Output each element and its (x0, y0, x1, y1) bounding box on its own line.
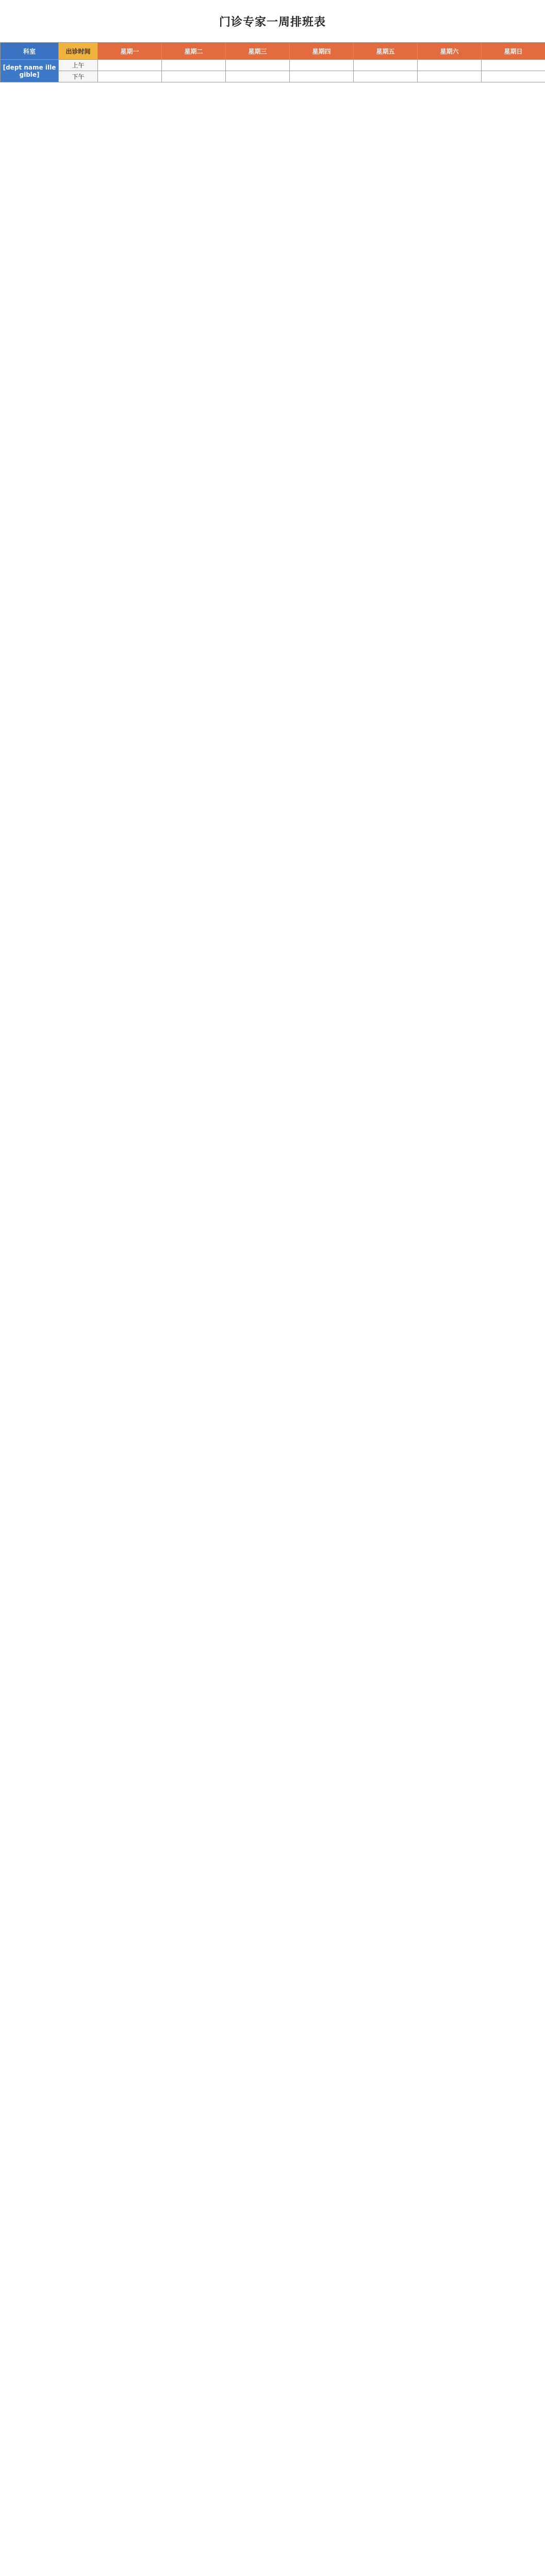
header-thursday: 星期四 (290, 43, 354, 60)
header-sunday: 星期日 (482, 43, 545, 60)
header-monday: 星期一 (98, 43, 162, 60)
page-title: 门诊专家一周排班表 (219, 15, 326, 29)
header-time: 出诊时间 (59, 43, 98, 60)
doctor-cell (290, 60, 354, 71)
table-row (1, 60, 545, 71)
doctor-cell (290, 71, 354, 82)
doctor-cell (226, 60, 290, 71)
schedule-table (0, 42, 545, 82)
doctor-cell (162, 60, 226, 71)
schedule-body (1, 60, 545, 82)
doctor-cell (162, 71, 226, 82)
header-dept: 科室 (1, 43, 59, 60)
doctor-cell (98, 60, 162, 71)
header-saturday: 星期六 (418, 43, 482, 60)
doctor-cell (418, 60, 482, 71)
doctor-cell (482, 60, 545, 71)
doctor-cell (354, 71, 418, 82)
header-wednesday: 星期三 (226, 43, 290, 60)
header-tuesday: 星期二 (162, 43, 226, 60)
department-name: [dept name illegible] (1, 60, 59, 82)
doctor-cell (98, 71, 162, 82)
session-time: 上午 (59, 60, 98, 71)
doctor-cell (482, 71, 545, 82)
session-time: 下午 (59, 71, 98, 82)
doctor-cell (354, 60, 418, 71)
header-row (1, 43, 545, 60)
header-friday: 星期五 (354, 43, 418, 60)
doctor-cell (418, 71, 482, 82)
doctor-cell (226, 71, 290, 82)
table-row (1, 71, 545, 82)
